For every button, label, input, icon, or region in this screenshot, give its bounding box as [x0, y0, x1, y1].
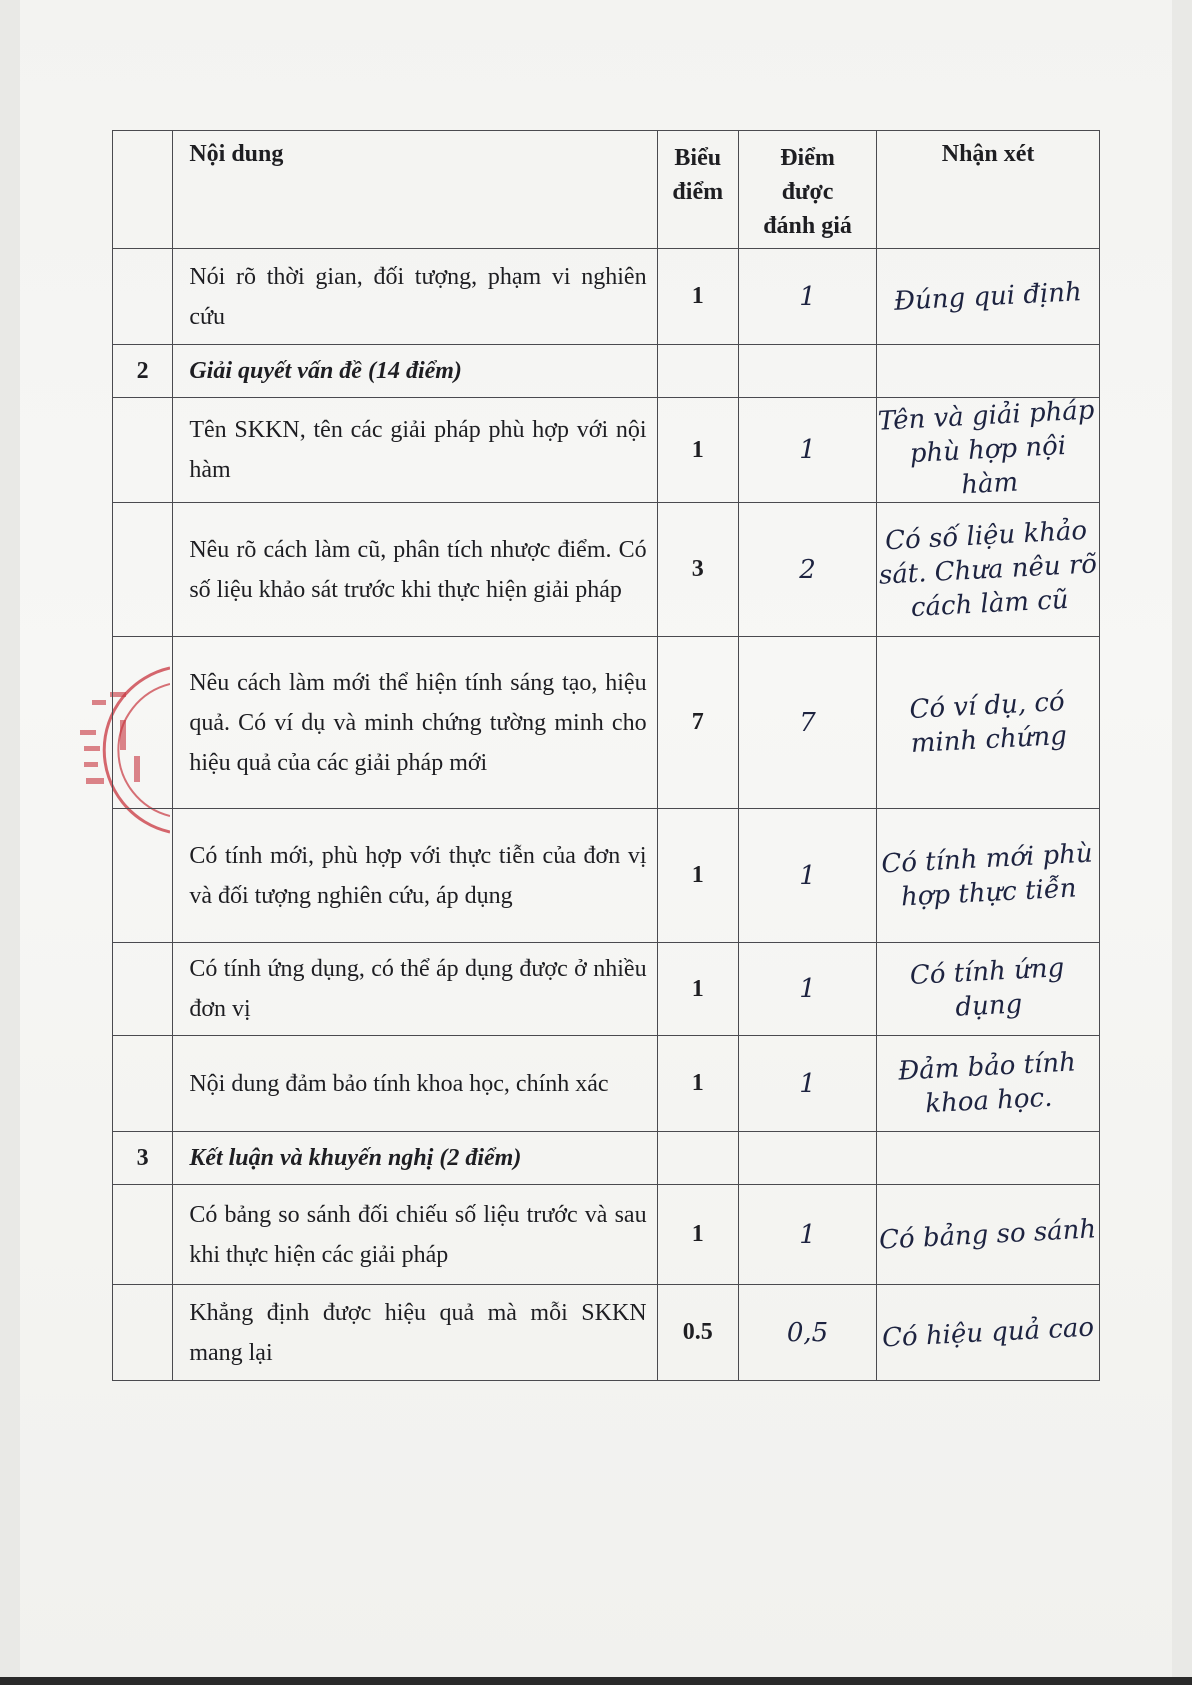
section-row: [113, 345, 1100, 398]
header-content-label: Nội dung: [189, 141, 284, 167]
max-score: 7: [657, 637, 738, 809]
header-max-score-line1: Biểu: [674, 145, 722, 171]
max-score: 1: [657, 809, 738, 943]
row-number: [113, 1285, 173, 1381]
remark: [877, 1285, 1100, 1381]
remark: [877, 249, 1100, 345]
awarded-score-value: 1: [799, 1068, 816, 1099]
header-content: [173, 131, 657, 249]
awarded-score: [738, 1036, 876, 1132]
awarded-score: [738, 1285, 876, 1381]
awarded-score: [738, 637, 876, 809]
remark-text: Đảm bảo tính khoa học.: [897, 1046, 1077, 1119]
table-row: [113, 398, 1100, 503]
table-row: [113, 809, 1100, 943]
table-row: [113, 503, 1100, 637]
max-score: 1: [657, 398, 738, 503]
awarded-score-value: 1: [799, 281, 816, 312]
remark-text: Có bảng so sánh: [878, 1213, 1098, 1256]
criterion-text: Có bảng so sánh đối chiếu số liệu trước và sau khi thực hiện các giải pháp: [173, 1185, 657, 1285]
awarded-score: [738, 809, 876, 943]
table-row: [113, 1285, 1100, 1381]
header-max-score: [657, 131, 738, 249]
awarded-score-value: 1: [799, 1219, 816, 1250]
awarded-score-value: 1: [799, 974, 816, 1004]
awarded-score-value: 0,5: [786, 1317, 829, 1348]
criterion-text: Có tính ứng dụng, có thể áp dụng được ở nhiều đơn vị: [173, 943, 657, 1036]
awarded-score: [738, 943, 876, 1036]
remark: [877, 1185, 1100, 1285]
criterion-text: Tên SKKN, tên các giải pháp phù hợp với nội hàm: [173, 398, 657, 503]
max-score: 1: [657, 249, 738, 345]
row-number: [113, 249, 173, 345]
awarded-score-value: 2: [799, 554, 816, 585]
max-score: 3: [657, 503, 738, 637]
criterion-text: Có tính mới, phù hợp với thực tiễn của đơn vị và đối tượng nghiên cứu, áp dụng: [173, 809, 657, 943]
scan-edge-band: [0, 1677, 1192, 1685]
header-awarded-line1: Điểm: [780, 145, 835, 171]
header-remarks-label: Nhận xét: [941, 141, 1035, 167]
section-number: 2: [113, 345, 173, 398]
max-score: 0.5: [657, 1285, 738, 1381]
header-remarks: [877, 131, 1100, 249]
section-title: Giải quyết vấn đề (14 điểm): [173, 345, 657, 398]
awarded-score: [738, 398, 876, 503]
remark: [877, 1036, 1100, 1132]
header-max-score-line2: điểm: [672, 179, 724, 205]
remark-text: Tên và giải pháp phù hợp nội hàm: [877, 395, 1096, 501]
remark-text: Có số liệu khảo sát. Chưa nêu rõ cách làm cũ: [878, 515, 1098, 623]
row-number: [113, 809, 173, 943]
table-row: [113, 249, 1100, 345]
section-title: Kết luận và khuyến nghị (2 điểm): [173, 1132, 657, 1185]
row-number: [113, 503, 173, 637]
awarded-score: [738, 503, 876, 637]
remark: [877, 503, 1100, 637]
remark: [877, 637, 1100, 809]
section-number: 3: [113, 1132, 173, 1185]
row-number: [113, 637, 173, 809]
awarded-score-value: 1: [799, 435, 816, 465]
max-score: 1: [657, 1036, 738, 1132]
header-awarded-line2: được: [781, 179, 834, 205]
table-header-row: [113, 131, 1100, 249]
criterion-text: Khẳng định được hiệu quả mà mỗi SKKN mang lại: [173, 1285, 657, 1381]
remark: [877, 809, 1100, 943]
remark-text: Có tính ứng dụng: [909, 953, 1066, 1023]
criterion-text: Nói rõ thời gian, đối tượng, phạm vi nghiên cứu: [173, 249, 657, 345]
remark-text: Có tính mới phù hợp thực tiễn: [880, 838, 1094, 913]
table-row: [113, 1036, 1100, 1132]
criterion-text: Nêu rõ cách làm cũ, phân tích nhược điểm. Có số liệu khảo sát trước khi thực hiện giải pháp: [173, 503, 657, 637]
table-row: [113, 637, 1100, 809]
awarded-score: [738, 1185, 876, 1285]
remark-text: Có ví dụ, có minh chứng: [908, 686, 1068, 759]
header-awarded-line3: đánh giá: [763, 213, 852, 239]
evaluation-table: [112, 130, 1100, 1381]
max-score: 1: [657, 1185, 738, 1285]
header-number-cell: [113, 131, 173, 249]
max-score: 1: [657, 943, 738, 1036]
row-number: [113, 1185, 173, 1285]
criterion-text: Nội dung đảm bảo tính khoa học, chính xác: [173, 1036, 657, 1132]
row-number: [113, 943, 173, 1036]
section-row: [113, 1132, 1100, 1185]
remark-text: Có hiệu quả cao: [881, 1311, 1095, 1354]
table-row: [113, 1185, 1100, 1285]
table-row: [113, 943, 1100, 1036]
criterion-text: Nêu cách làm mới thể hiện tính sáng tạo, hiệu quả. Có ví dụ và minh chứng tường minh cho hiệu quả của các giải pháp mới: [173, 637, 657, 809]
header-awarded-score: [738, 131, 876, 249]
row-number: [113, 1036, 173, 1132]
row-number: [113, 398, 173, 503]
awarded-score: [738, 249, 876, 345]
remark: [877, 943, 1100, 1036]
awarded-score-value: 7: [799, 707, 816, 738]
remark-text: Đúng qui định: [893, 276, 1083, 317]
awarded-score-value: 1: [799, 860, 816, 891]
remark: [877, 395, 1100, 503]
